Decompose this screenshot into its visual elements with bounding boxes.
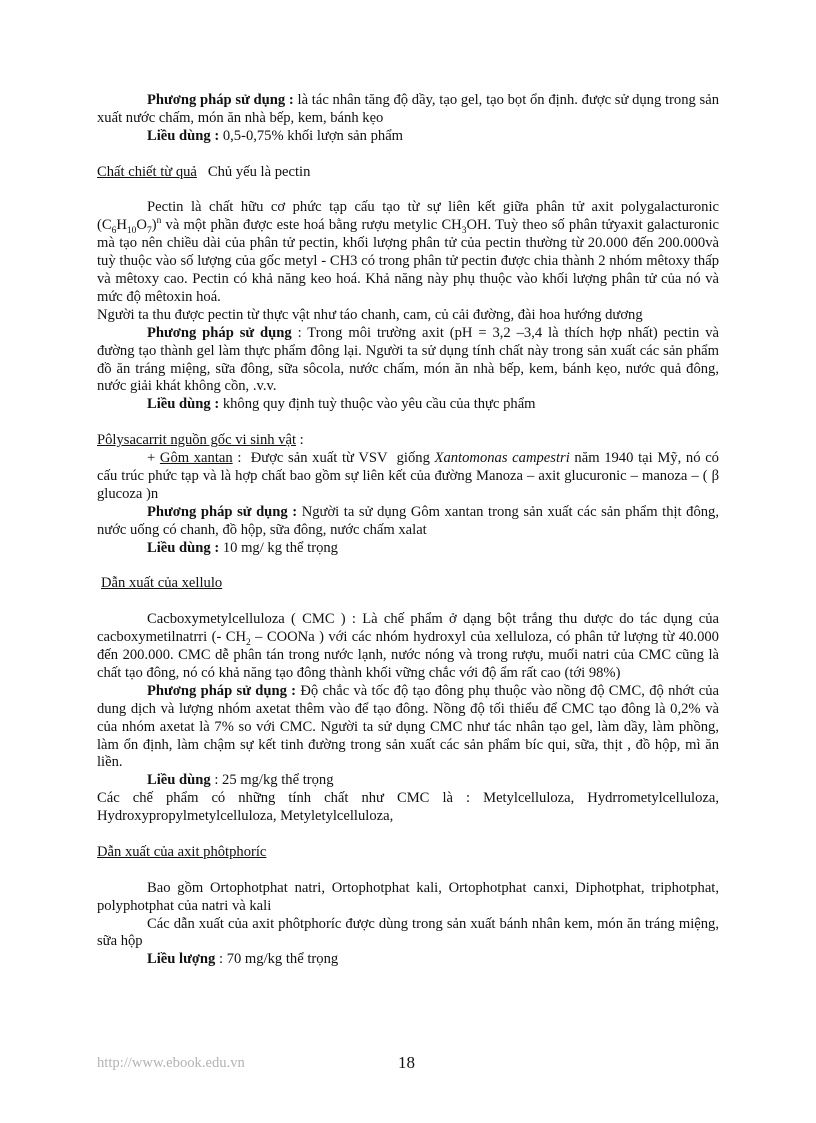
species-name: Xantomonas campestri — [434, 450, 570, 467]
paragraph-phosphates-use: Các dẫn xuất của axit phôtphoríc được dùng trong sản xuất bánh nhân kem, món ăn tráng miệng, sữa hộp — [97, 915, 719, 950]
paragraph-phosphates-dosage: Liều lượng : 70 mg/kg thể trọng — [147, 951, 339, 968]
paragraph-usage-method: Phương pháp sử dụng : là tác nhân tăng độ dầy, tạo gel, tạo bọt ổn định. được sử dụng trong sản xuất nước chấm, món ăn nhà bếp, kem, bánh kẹo — [97, 92, 719, 126]
heading-cellulose-derivative: Dẫn xuất của xellulo — [101, 575, 223, 592]
term-xanthan-gum: Gôm xantan — [159, 450, 233, 467]
page-footer — [97, 1055, 719, 1075]
paragraph-xanthan-dosage: Liều dùng : 10 mg/ kg thể trọng — [147, 539, 338, 556]
paragraph-dosage: Liều dùng : 0,5-0,75% khối lượn sản phẩm — [147, 127, 404, 144]
paragraph-xanthan-usage: Phương pháp sử dụng : Người ta sử dụng Gôm xantan trong sản xuất các sản phẩm thịt đông, nước uống có chanh, đồ hộp, sữa đông, nước chấm xalat — [97, 503, 720, 538]
paragraph-pectin: Pectin là chất hữu cơ phức tạp cấu tạo từ sự liên kết giữa phân tử axit polygalacturonic $(C_6H_{10}O_7)^n$ và một phần được este hoá bằng rượu metylic $CH_3OH$. Tuỳ theo số phân tửyaxit galacturonic mà tạo nên chiều dài của phân tử pectin, khối lượng phân tử của pectin thường từ 20.000 đến 200.000và tuỳ thuộc vào số lượng của gốc metyl - CH3 có trong phân tử pectin được chia thành 2 nhóm mêtoxy thấp và mêtoxy cao. Pectin có khả năng keo hoá. Khả năng này phụ thuộc vào khối lượng phân tử của nó và mức độ mêtoxin hoá. — [97, 199, 719, 305]
label-usage-method: Phương pháp sử dụng : — [147, 503, 298, 520]
label-dosage: Liều dùng : — [147, 396, 220, 413]
section-heading-cellulose — [97, 575, 719, 593]
paragraph-cmc: Cacboxymetylcelluloza ( CMC ) : Là chế phẩm ở dạng bột trắng thu dược do tác dụng của cacboxymetilnatrri (- $CH_2$ – COONa ) với các nhóm hydroxyl của xelluloza, có phân tử lượng từ 40.000 đến 200.000. CMC dễ phân tán trong nước lạnh, nước nóng và trong rượu, muối natri của CMC cũng là chất tạo đông, nó có khả năng tạo đông thành khối vững chắc với độ ẩm rất cao (tới 98%) — [97, 611, 719, 681]
label-usage-method: Phương pháp sử dụng : — [147, 92, 294, 108]
footer-url: http://www.ebook.edu.vn — [97, 1055, 245, 1071]
label-dosage: Liều dùng : — [147, 127, 220, 144]
heading-microbial-polysaccharide: Pôlysacarrit nguồn gốc vi sinh vật — [97, 432, 297, 449]
section-heading-fruit-extract: Chất chiết từ quả Chủ yếu là pectin — [97, 163, 311, 180]
page-number: 18 — [398, 1053, 415, 1072]
paragraph-pectin-dosage: Liều dùng : không quy định tuỳ thuộc vào yêu cầu của thực phẩm — [147, 396, 536, 413]
heading-phosphoric-derivative: Dẫn xuất của axit phôtphoríc — [97, 843, 267, 860]
paragraph-pectin-usage: Phương pháp sử dụng : Trong môi trường axit (pH = 3,2 –3,4 là thích hợp nhất) pectin và đường tạo thành gel làm thực phẩm đông lại. Người ta sử dụng tính chất này trong sản xuất các sản phẩm đồ ăn tráng miệng, sữa đông, sữa sôcola, nước chấm, món ăn nhà bếp, kem, bánh kẹo, nước quả đông, nước giải khát không cồn, .v.v. — [97, 324, 719, 395]
paragraph-cmc-dosage: Liều dùng : 25 mg/kg thể trọng — [147, 772, 334, 789]
label-dosage: Liều dùng : — [147, 539, 220, 556]
paragraph-cmc-usage: Phương pháp sử dụng : Độ chắc và tốc độ tạo đông phụ thuộc vào nồng độ CMC, độ nhớt của dung dịch và lượng nhóm axetat thêm vào để tạo đông. Nồng độ tối thiểu để CMC tạo đông là 0,2% và của nhóm axetat là 7% so với CMC. Người ta sử dụng CMC như tác nhân tạo gel, làm dầy, làm phồng, làm ổn định, làm chậm sự kết tinh đường trong sản xuất các sản phẩm bíc qui, sữa, thịt , đồ hộp, mì ăn liền. — [97, 682, 719, 771]
label-dosage-amount: Liều lượng — [147, 951, 216, 968]
heading-fruit-extract: Chất chiết từ quả — [97, 163, 197, 180]
paragraph-pectin-source: Người ta thu được pectin từ thực vật như táo chanh, cam, củ cải đường, đài hoa hướng dương — [97, 306, 643, 323]
label-usage-method: Phương pháp sử dụng : — [147, 682, 297, 699]
paragraph-phosphates: Bao gồm Ortophotphat natri, Ortophotphat kali, Ortophotphat canxi, Diphotphat, triphotphat, polyphotphat của natri và kali — [97, 879, 719, 914]
label-dosage: Liều dùng — [147, 772, 211, 789]
paragraph-xanthan: + Gôm xantan : Được sản xuất từ VSV giống Xantomonas campestri năm 1940 tại Mỹ, nó có cấu trúc phức tạp và là hợp chất bao gồm sự liên kết của đường Manoza – axit glucuronic – manoza – ( β glucoza )n — [97, 450, 719, 502]
section-heading-microbial: Pôlysacarrit nguồn gốc vi sinh vật : — [97, 432, 304, 449]
section-heading-phosphoric — [97, 844, 719, 862]
paragraph-cmc-variants: Các chế phẩm có những tính chất như CMC là : Metylcelluloza, Hydrrometylcelluloza, Hydroxypropylmetylcelluloza, Metyletylcelluloza, — [97, 790, 719, 825]
label-usage-method: Phương pháp sử dụng — [147, 324, 292, 341]
document-page — [97, 92, 719, 969]
